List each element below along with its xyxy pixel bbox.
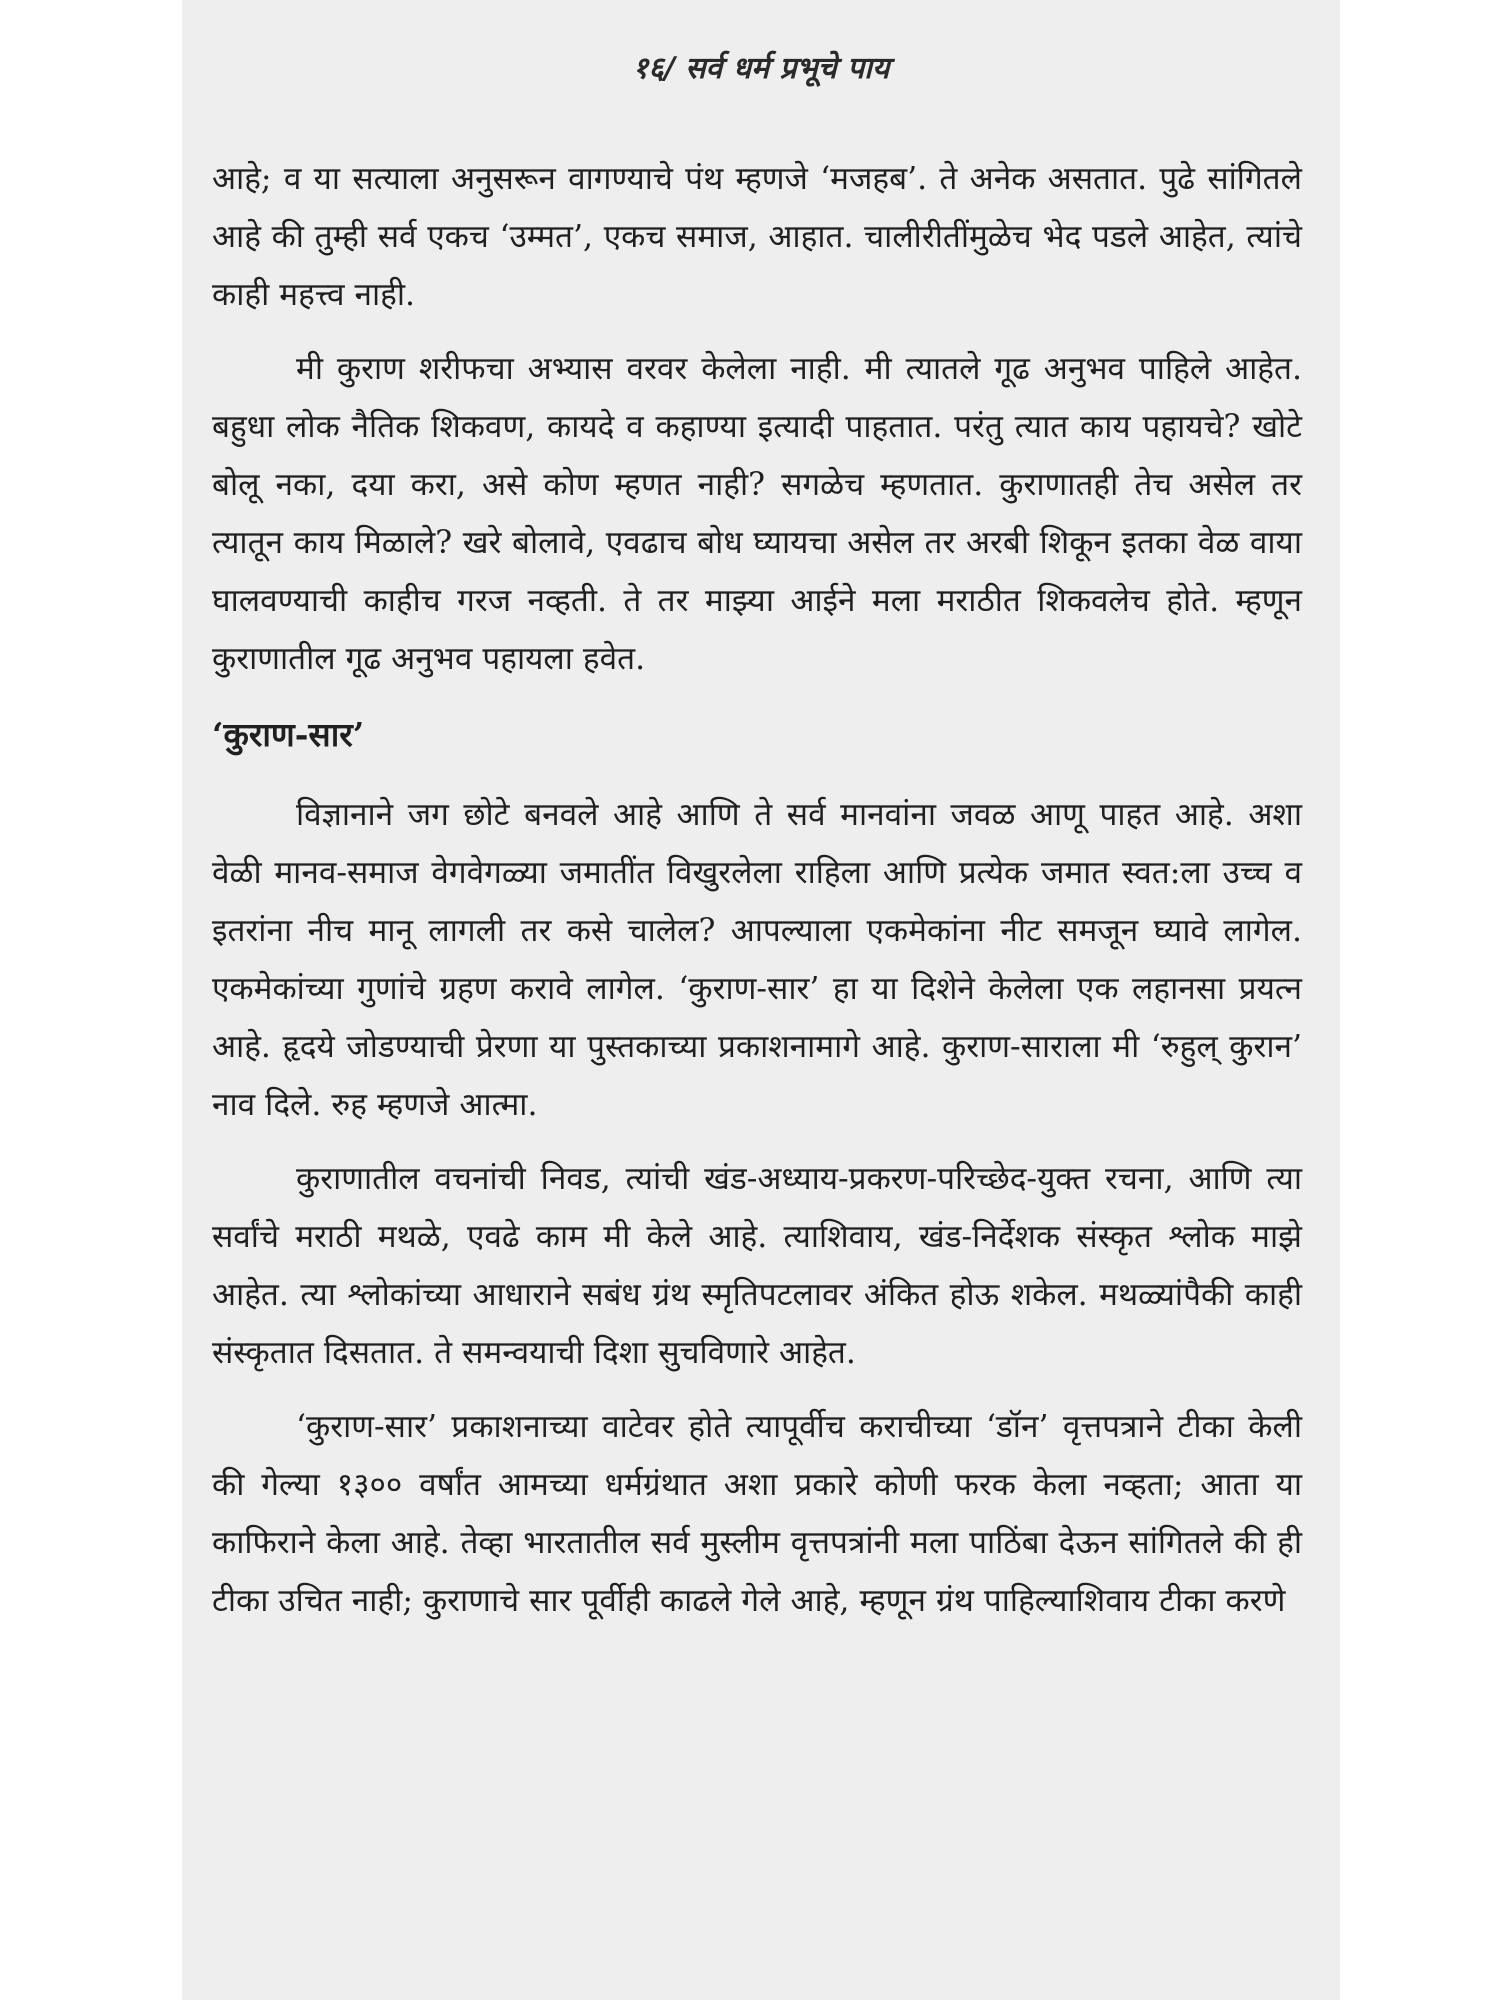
paragraph: विज्ञानाने जग छोटे बनवले आहे आणि ते सर्व मानवांना जवळ आणू पाहत आहे. अशा वेळी मानव-समाज वेगवेगळ्या जमातींत विखुरलेला राहिला आणि प्रत्येक जमात स्वत:ला उच्च व इतरांना नीच मानू लागली तर कसे चालेल? आपल्याला एकमेकांना नीट समजून घ्यावे लागेल. एकमेकांच्या गुणांचे ग्रहण करावे लागेल. ‘कुराण-सार’ हा या दिशेने केलेला एक लहानसा प्रयत्न आहे. हृदये जोडण्याची प्रेरणा या पुस्तकाच्या प्रकाशनामागे आहे. कुराण-साराला मी ‘रुहुल् कुरान’ नाव दिले. रुह म्हणजे आत्मा. — [212, 797, 1302, 1123]
section-heading: ‘कुराण-सार’ — [212, 715, 365, 754]
paragraph: कुराणातील वचनांची निवड, त्यांची खंड-अध्याय-प्रकरण-परिच्छेद-युक्त रचना, आणि त्या सर्वांचे मराठी मथळे, एवढे काम मी केले आहे. त्याशिवाय, खंड-निर्देशक संस्कृत श्लोक माझे आहेत. त्या श्लोकांच्या आधाराने सबंध ग्रंथ स्मृतिपटलावर अंकित होऊ शकेल. मथळ्यांपैकी काही संस्कृतात दिसतात. ते समन्वयाची दिशा सुचविणारे आहेत. — [212, 1161, 1302, 1371]
book-page — [182, 0, 1340, 2000]
page-body — [212, 150, 1302, 1646]
paragraph-continued: आहे; व या सत्याला अनुसरून वागण्याचे पंथ म्हणजे ‘मजहब’. ते अनेक असतात. पुढे सांगितले आहे की तुम्ही सर्व एकच ‘उम्मत’, एकच समाज, आहात. चालीरीतींमुळेच भेद पडले आहेत, त्यांचे काही महत्त्व नाही. — [212, 161, 1302, 313]
paragraph: ‘कुराण-सार’ प्रकाशनाच्या वाटेवर होते त्यापूर्वीच कराचीच्या ‘डॉन’ वृत्तपत्राने टीका केली की गेल्या १३०० वर्षांत आमच्या धर्मग्रंथात अशा प्रकारे कोणी फरक केला नव्हता; आता या काफिराने केला आहे. तेव्हा भारतातील सर्व मुस्लीम वृत्तपत्रांनी मला पाठिंबा देऊन सांगितले की ही टीका उचित नाही; कुराणाचे सार पूर्वीही काढले गेले आहे, म्हणून ग्रंथ पाहिल्याशिवाय टीका करणे — [212, 1409, 1302, 1619]
running-head: १६/ सर्व धर्म प्रभूचे पाय — [632, 51, 890, 86]
paragraph: मी कुराण शरीफचा अभ्यास वरवर केलेला नाही. मी त्यातले गूढ अनुभव पाहिले आहेत. बहुधा लोक नैतिक शिकवण, कायदे व कहाण्या इत्यादी पाहतात. परंतु त्यात काय पहायचे? खोटे बोलू नका, दया करा, असे कोण म्हणत नाही? सगळेच म्हणतात. कुराणातही तेच असेल तर त्यातून काय मिळाले? खरे बोलावे, एवढाच बोध घ्यायचा असेल तर अरबी शिकून इतका वेळ वाया घालवण्याची काहीच गरज नव्हती. ते तर माझ्या आईने मला मराठीत शिकवलेच होते. म्हणून कुराणातील गूढ अनुभव पहायला हवेत. — [212, 351, 1302, 677]
